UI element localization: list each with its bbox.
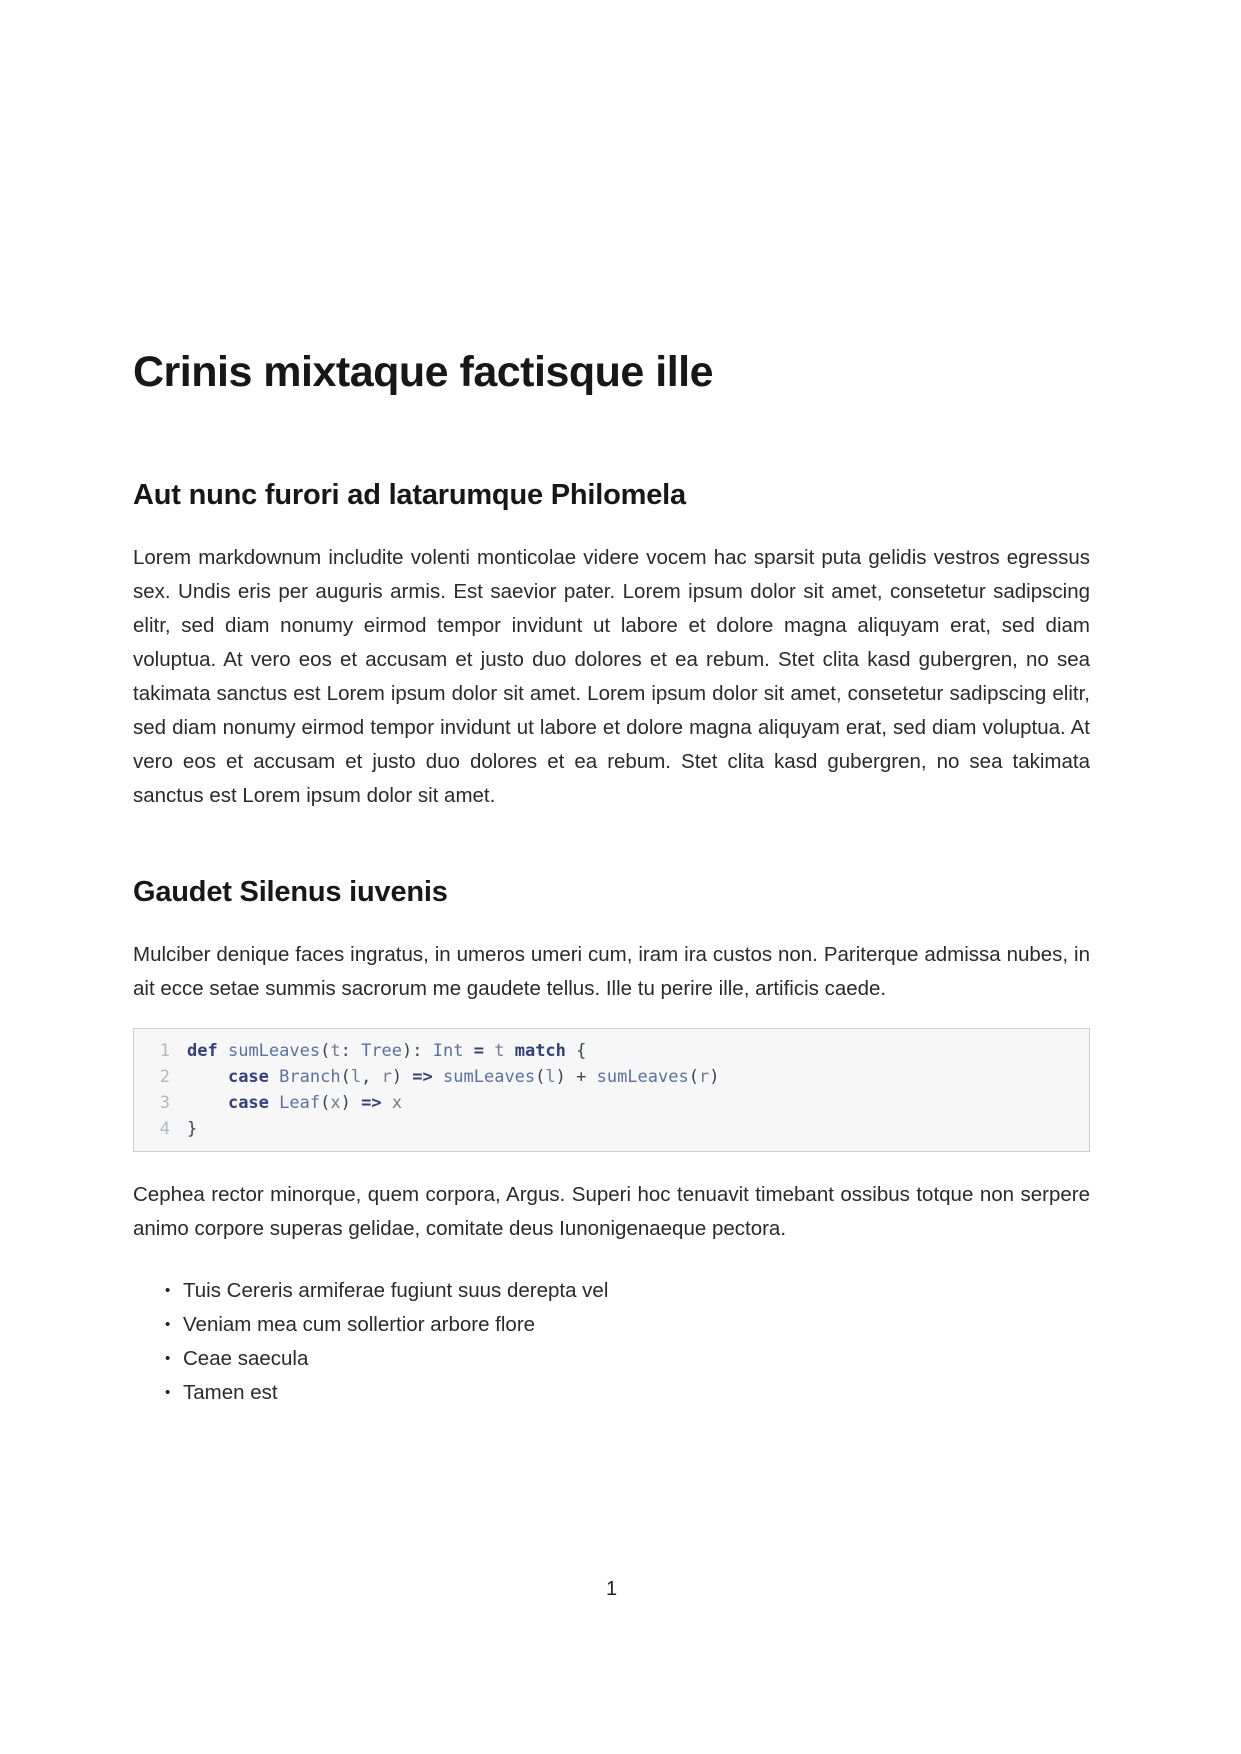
code-token: => [412,1066,433,1087]
bullet-icon: • [165,1383,171,1401]
code-token [433,1067,443,1087]
line-number: 2 [159,1066,170,1087]
list-item [165,1342,1090,1376]
code-token: ( [535,1066,546,1087]
code-token: : [340,1040,362,1061]
code-token: sumLeaves [596,1066,689,1087]
list-item [165,1376,1090,1410]
code-token [218,1041,228,1061]
list-item-text: Ceae saecula [183,1346,309,1370]
code-token: ) [709,1066,720,1087]
code-token: ( [320,1040,331,1061]
section-heading-2: Gaudet Silenus iuvenis [133,875,448,908]
code-token [382,1093,392,1113]
code-token: Tree [361,1040,403,1061]
code-token [504,1041,514,1061]
list-item-text: Tamen est [183,1380,278,1404]
code-token: ): [402,1040,433,1061]
code-line [144,1064,1075,1090]
code-line [144,1038,1075,1064]
bullet-icon: • [165,1281,171,1299]
code-token: sumLeaves [227,1040,321,1061]
line-number: 1 [159,1040,170,1061]
code-token [269,1067,279,1087]
code-line [144,1090,1075,1116]
code-line [144,1116,1075,1142]
bullet-list [133,1274,1090,1410]
paragraph-cephea: Cephea rector minorque, quem corpora, Argus. Superi hoc tenuavit timebant ossibus totque non serpere animo corpore superas gelidae, comitate deus Iunonigenaeque pectora. [133,1182,1090,1240]
code-token: => [361,1092,382,1113]
code-token: , [361,1066,382,1087]
code-token [187,1067,228,1087]
code-token: case [227,1092,269,1113]
code-token: ) [391,1066,413,1087]
code-token: ( [340,1066,351,1087]
code-text [187,1090,402,1116]
bullet-icon: • [165,1315,171,1333]
code-token: x [391,1092,403,1113]
code-token: t [330,1040,341,1061]
page-number: 1 [605,1578,618,1600]
code-text [187,1116,197,1142]
code-token [484,1041,494,1061]
paragraph-mulciber: Mulciber denique faces ingratus, in umeros umeri cum, iram ira custos non. Pariterque admissa nubes, in ait ecce setae summis sacrorum me gaudete tellus. Ille tu perire ille, artificis caede. [133,942,1090,1000]
line-number: 4 [159,1118,170,1139]
code-token: ( [688,1066,699,1087]
section-heading-1: Aut nunc furori ad latarumque Philomela [133,479,686,512]
code-token: t [494,1040,505,1061]
code-block [133,1028,1090,1152]
code-token: l [350,1066,362,1087]
code-token: l [545,1066,556,1087]
code-token: case [227,1066,269,1087]
code-text [187,1064,719,1090]
paragraph-lorem: Lorem markdownum includite volenti monticolae videre vocem hac sparsit puta gelidis vestros egressus sex. Undis eris per auguris armis. Est saevior pater. Lorem ipsum dolor sit amet, consetetur sadipscing elitr, sed diam nonumy eirmod tempor invidunt ut labore et dolore magna aliquyam erat, sed diam voluptua. At vero eos et accusam et justo duo dolores et ea rebum. Stet clita kasd gubergren, no sea takimata sanctus est Lorem ipsum dolor sit amet. Lorem ipsum dolor sit amet, consetetur sadipscing elitr, sed diam nonumy eirmod tempor invidunt ut labore et dolore magna aliquyam erat, sed diam voluptua. At vero eos et accusam et justo duo dolores et ea rebum. Stet clita kasd gubergren, no sea takimata sanctus est Lorem ipsum dolor sit amet. [133,545,1090,807]
code-token: sumLeaves [443,1066,536,1087]
code-token: Int [432,1040,464,1061]
list-item [165,1308,1090,1342]
code-token: } [187,1118,198,1139]
code-token: ( [320,1092,331,1113]
code-token: = [473,1040,484,1061]
list-item-text: Tuis Cereris armiferae fugiunt suus derepta vel [183,1278,609,1302]
code-token: Leaf [279,1092,321,1113]
code-text [187,1038,586,1064]
code-token: x [330,1092,341,1113]
code-token: r [381,1066,392,1087]
code-token [463,1041,473,1061]
bullet-icon: • [165,1349,171,1367]
code-token: r [698,1066,710,1087]
code-token: match [514,1040,566,1061]
code-token: Branch [279,1066,341,1087]
page-title: Crinis mixtaque factisque ille [133,348,714,396]
list-item-text: Veniam mea cum sollertior arbore flore [183,1312,536,1336]
code-token [269,1093,279,1113]
code-token [187,1093,228,1113]
list-item [165,1274,1090,1308]
code-token: def [187,1040,218,1061]
line-number: 3 [159,1092,170,1113]
code-token: ) + [555,1066,597,1087]
code-token: { [565,1040,587,1061]
code-token: ) [340,1092,362,1113]
